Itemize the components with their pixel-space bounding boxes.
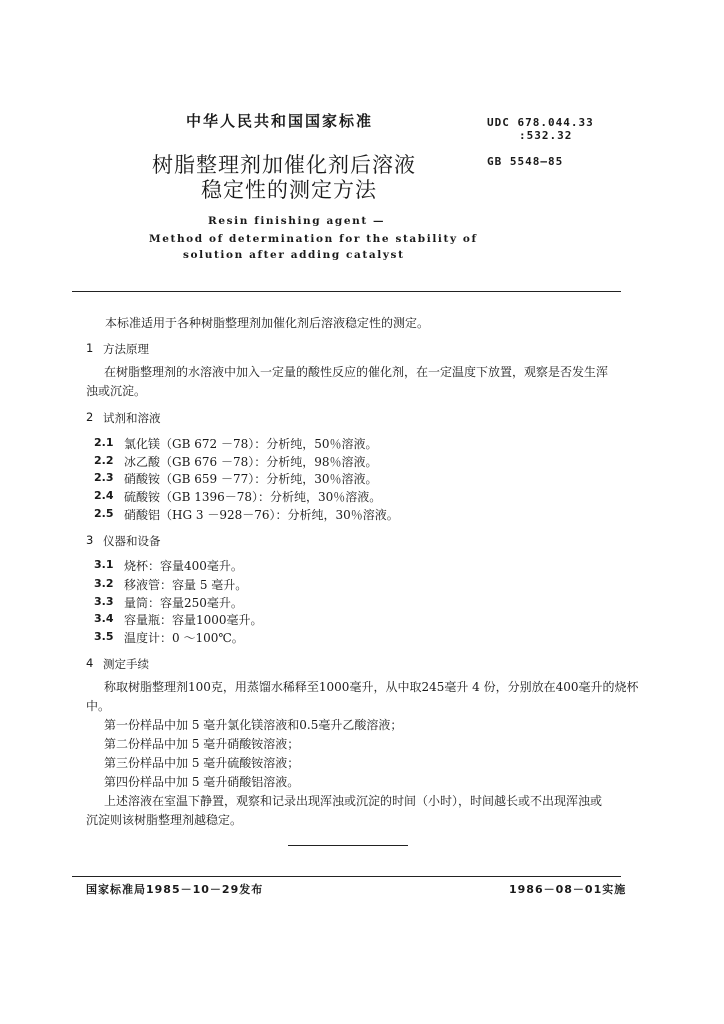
item-2-4-text: 硫酸铵（GB 1396－78）：分析纯，30％溶液。 [124, 490, 382, 504]
sample-3-instruction: 第三份样品中加 5 毫升硫酸铵溶液； [104, 756, 300, 770]
item-2-2-number: 2.2 [94, 454, 114, 467]
sample-1-instruction: 第一份样品中加 5 毫升氯化镁溶液和0.5毫升乙酸溶液； [104, 718, 403, 732]
item-3-1-text: 烧杯：容量400毫升。 [124, 559, 243, 573]
header-divider [72, 291, 621, 292]
item-3-2-number: 3.2 [94, 577, 114, 590]
item-2-1-number: 2.1 [94, 436, 114, 449]
section-2-number: 2 [86, 410, 94, 424]
item-2-2-text: 冰乙酸（GB 676 －78）：分析纯，98％溶液。 [124, 455, 378, 469]
section-2-title: 试剂和溶液 [103, 411, 161, 425]
item-3-4-number: 3.4 [94, 612, 114, 625]
section-4-number: 4 [86, 656, 94, 670]
title-cn-line2: 稳定性的测定方法 [201, 178, 377, 202]
section-1-paragraph-line2: 浊或沉淀。 [86, 384, 147, 398]
title-en-line3: solution after adding catalyst [183, 249, 405, 261]
item-3-1-number: 3.1 [94, 558, 114, 571]
gb-standard-number: GB 5548—85 [487, 155, 564, 168]
sample-2-instruction: 第二份样品中加 5 毫升硝酸铵溶液； [104, 737, 300, 751]
section-4-title: 测定手续 [103, 657, 149, 671]
title-en-line1: Resin finishing agent — [208, 215, 386, 227]
item-2-4-number: 2.4 [94, 489, 114, 502]
title-cn-line1: 树脂整理剂加催化剂后溶液 [152, 153, 416, 177]
section-4-paragraph2-line2: 沉淀则该树脂整理剂越稳定。 [86, 813, 243, 827]
section-4-paragraph1-line1: 称取树脂整理剂100克，用蒸馏水稀释至1000毫升，从中取245毫升 4 份，分别放在400毫升的烧杯 [104, 680, 639, 694]
item-3-3-text: 量筒：容量250毫升。 [124, 596, 243, 610]
section-4-paragraph2-line1: 上述溶液在室温下静置，观察和记录出现浑浊或沉淀的时间（小时），时间越长或不出现浑浊或 [104, 794, 603, 808]
item-2-5-text: 硝酸铝（HG 3 －928－76）：分析纯，30％溶液。 [124, 508, 399, 522]
udc-code-line1: UDC 678.044.33 [487, 116, 594, 129]
item-2-3-number: 2.3 [94, 471, 114, 484]
section-3-title: 仪器和设备 [103, 534, 161, 548]
item-3-2-text: 移液管：容量 5 毫升。 [124, 578, 248, 592]
end-of-text-rule [288, 845, 408, 846]
section-1-title: 方法原理 [103, 342, 149, 356]
item-3-4-text: 容量瓶：容量1000毫升。 [124, 613, 263, 627]
item-3-5-text: 温度计：0 ～100℃。 [124, 631, 244, 645]
footer-divider [72, 876, 621, 877]
item-2-3-text: 硝酸铵（GB 659 －77）：分析纯，30％溶液。 [124, 472, 378, 486]
title-en-line2: Method of determination for the stability of [149, 233, 478, 245]
section-1-number: 1 [86, 341, 94, 355]
item-2-1-text: 氯化镁（GB 672 －78）：分析纯，50％溶液。 [124, 437, 378, 451]
item-3-5-number: 3.5 [94, 630, 114, 643]
issuing-country-header: 中华人民共和国国家标准 [186, 112, 374, 130]
section-4-paragraph1-line2: 中。 [86, 699, 111, 713]
intro-paragraph: 本标准适用于各种树脂整理剂加催化剂后溶液稳定性的测定。 [105, 316, 430, 330]
effective-date: 1986－08－01实施 [509, 883, 627, 896]
section-1-paragraph-line1: 在树脂整理剂的水溶液中加入一定量的酸性反应的催化剂，在一定温度下放置，观察是否发生浑 [104, 365, 609, 379]
issue-date: 国家标准局1985－10－29发布 [86, 883, 264, 896]
sample-4-instruction: 第四份样品中加 5 毫升硝酸铝溶液。 [104, 775, 300, 789]
item-3-3-number: 3.3 [94, 595, 114, 608]
section-3-number: 3 [86, 533, 94, 547]
udc-code-line2: :532.32 [519, 129, 573, 142]
item-2-5-number: 2.5 [94, 507, 114, 520]
